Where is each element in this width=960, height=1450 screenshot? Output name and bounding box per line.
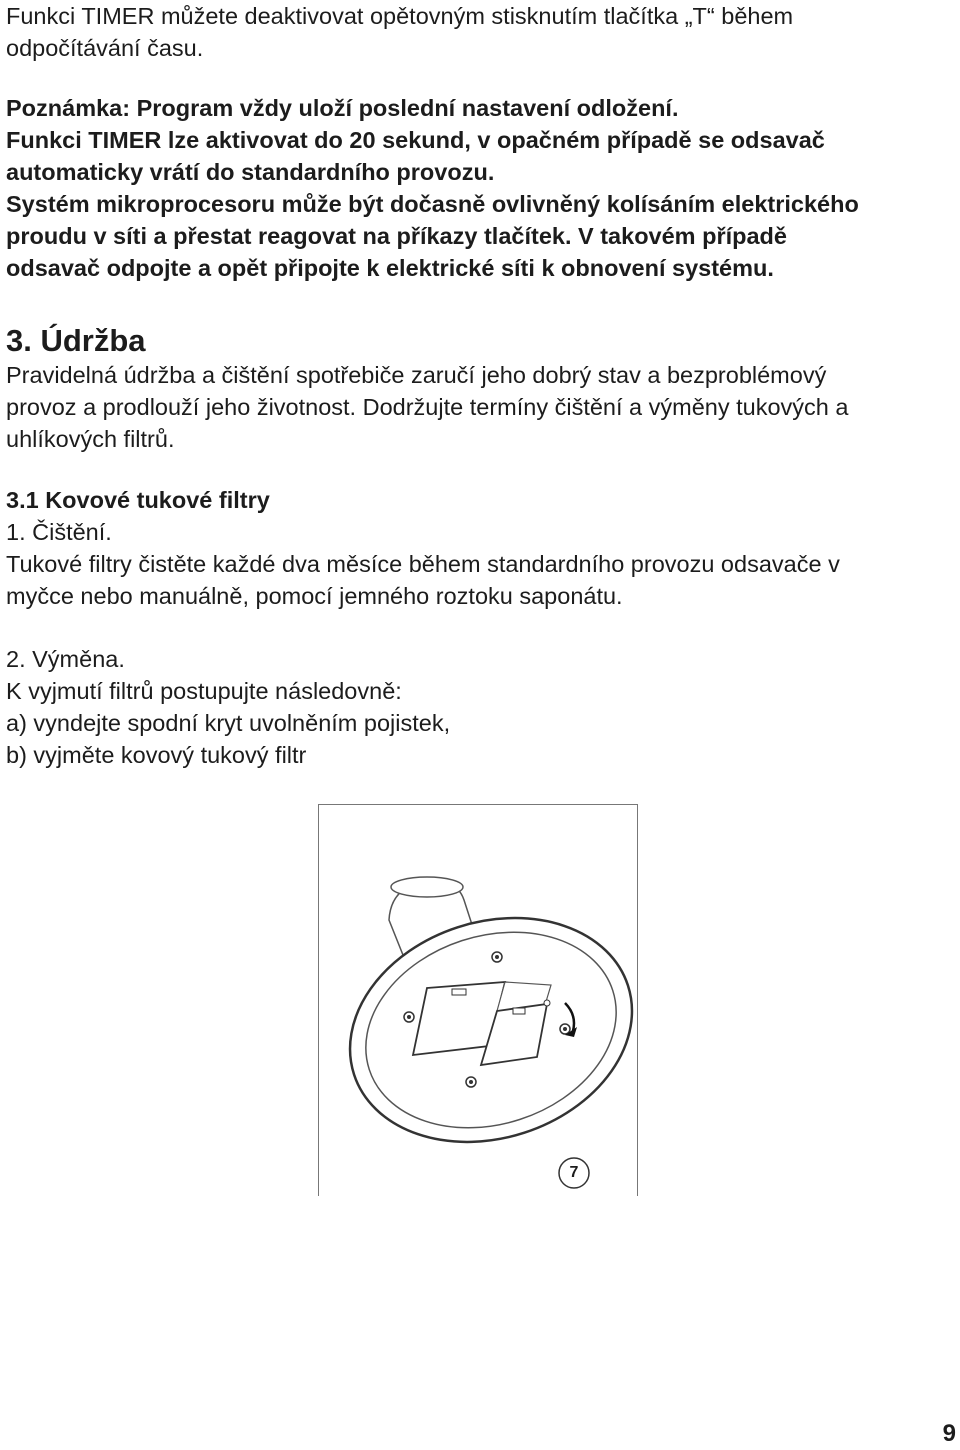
hood-filter-illustration (319, 805, 639, 1197)
timer-note-line-1: Funkci TIMER můžete deaktivovat opětovným stisknutím tlačítka „T“ během (6, 3, 794, 29)
maintenance-section (6, 323, 956, 455)
maintenance-heading: 3. Údržba (6, 323, 146, 358)
program-note-line-6: odsavač odpojte a opět připojte k elektrické síti k obnovení systému. (6, 255, 774, 281)
program-note-line-2: Funkci TIMER lze aktivovat do 20 sekund, v opačném případě se odsavač (6, 127, 825, 153)
maintenance-line-3: uhlíkových filtrů. (6, 426, 175, 452)
cleaning-subheading: 1. Čištění. (6, 519, 112, 545)
replacement-subheading: 2. Výměna. (6, 646, 125, 672)
cleaning-line-2: myčce nebo manuálně, pomocí jemného roztoku saponátu. (6, 583, 623, 609)
figure-7-frame (318, 804, 638, 1196)
program-note (6, 92, 956, 284)
replacement-step-b: b) vyjměte kovový tukový filtr (6, 742, 307, 768)
replacement-step-a: a) vyndejte spodní kryt uvolněním pojistek, (6, 710, 451, 736)
page-number: 9 (942, 1420, 956, 1447)
timer-note-line-2: odpočítávání času. (6, 35, 204, 61)
program-note-line-5: proudu v síti a přestat reagovat na příkazy tlačítek. V takovém případě (6, 223, 787, 249)
program-note-line-1: Poznámka: Program vždy uloží poslední nastavení odložení. (6, 95, 679, 121)
metal-filters-heading: 3.1 Kovové tukové filtry (6, 487, 270, 513)
replacement-section (6, 643, 956, 771)
program-note-line-3: automaticky vrátí do standardního provozu. (6, 159, 495, 185)
maintenance-line-2: provoz a prodlouží jeho životnost. Dodržujte termíny čištění a výměny tukových a (6, 394, 849, 420)
maintenance-line-1: Pravidelná údržba a čištění spotřebiče zaručí jeho dobrý stav a bezproblémový (6, 362, 827, 388)
metal-filters-section (6, 484, 956, 612)
replacement-intro: K vyjmutí filtrů postupujte následovně: (6, 678, 402, 704)
figure-number: 7 (569, 1164, 579, 1181)
program-note-line-4: Systém mikroprocesoru může být dočasně ovlivněný kolísáním elektrického (6, 191, 859, 217)
timer-note (6, 0, 956, 64)
cleaning-line-1: Tukové filtry čistěte každé dva měsíce během standardního provozu odsavače v (6, 551, 840, 577)
